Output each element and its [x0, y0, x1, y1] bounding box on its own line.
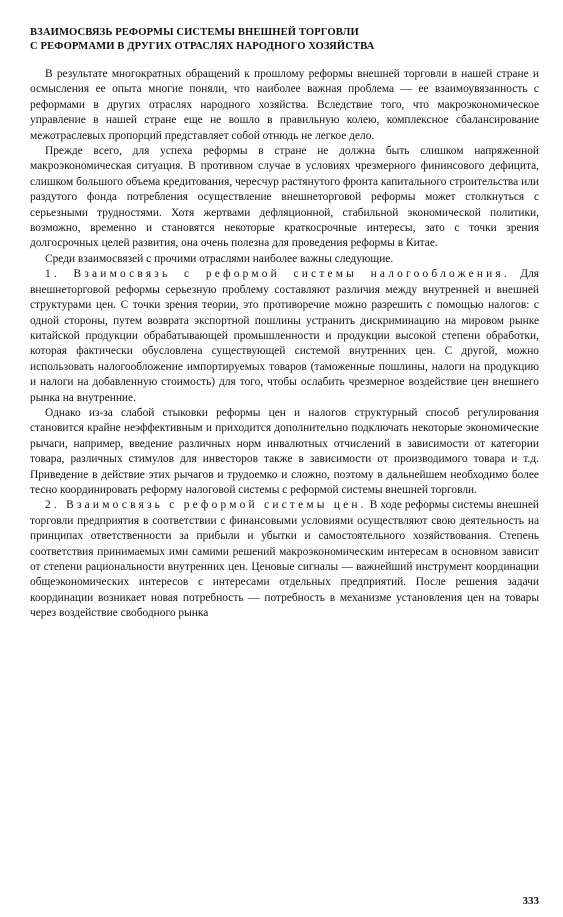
paragraph-1: В результате многократных обращений к прошлому реформы внешней торговли в нашей стране и осмысления ее опыта многие поняли, что наиболее важная проблема — ее взаимоувязанность с реформами в других отраслях народного хозяйства. Вследствие того, что макроэкономическое управление в нашей стране еще не вошло в правильную колею, комплексное сбалансирование межотраслевых пропорций представляет собой отнюдь не легкое дело.	[30, 68, 539, 142]
paragraph-4-text: Для внешнеторговой реформы серьезную проблему составляют различия между внутренней и внешней структурами цен. С точки зрения теории, это противоречие можно разрешить с помощью налогов: с одной стороны, путем возврата экспортной пошлины устранить дискриминацию на мировом рынке китайской продукции обрабатывающей промышленности и продукции высокой степени обработки, которая фактически обусловлена существующей системой внутренних цен. С другой, можно использовать налогообложение импортируемых товаров (таможенные пошлины, налоги на продукцию и налоги на добавленную стоимость) для того, чтобы ослабить чрезмерное воздействие цен внешнего рынка на внутренние.	[30, 268, 539, 404]
paragraph-6-text: В ходе реформы системы внешней торговли предприятия в соответствии с финансовыми условиями осуществляют свою деятельность на принципах ответственности за прибыли и убытки и самостоятельного хозяйствования. Степень соответствия принимаемых ими самими решений макроэкономическим интересам в основном зависит от степени рациональности внутренних цен. Ценовые сигналы — важнейший инструмент координации общеэкономических интересов с интересами отдельных предприятий. После решения задачи координации возникает новая потребность — потребность в механизме установления цен на товары через воздействие свободного рынка	[30, 499, 539, 620]
paragraph-3: Среди взаимосвязей с прочими отраслями наиболее важны следующие.	[45, 252, 394, 265]
paragraph-6	[30, 498, 539, 621]
section-heading	[30, 26, 539, 54]
heading-line-2: С РЕФОРМАМИ В ДРУГИХ ОТРАСЛЯХ НАРОДНОГО ХОЗЯЙСТВА	[30, 41, 375, 52]
paragraph-4	[30, 267, 539, 406]
page-number: 333	[522, 895, 539, 907]
body-text	[30, 67, 539, 622]
paragraph-5: Однако из-за слабой стыковки реформы цен и налогов структурный способ регулирования становится крайне неэффективным и приходится дополнительно подключать некоторые экономические рычаги, например, введение различных норм инвалютных отчислений в зависимости от категории товара, различных стимулов для инвесторов также в зависимости от производимого товара и т.д. Приведение в действие этих рычагов и трудоемко и сложно, поэтому в дальнейшем необходимо более тесно координировать реформу налоговой системы с реформой системы внешней торговли.	[30, 406, 539, 496]
heading-line-1: ВЗАИМОСВЯЗЬ РЕФОРМЫ СИСТЕМЫ ВНЕШНЕЙ ТОРГОВЛИ	[30, 27, 359, 38]
paragraph-4-lead: 1. Взаимосвязь с реформой системы налогообложения.	[45, 268, 510, 281]
paragraph-6-lead: 2. Взаимосвязь с реформой системы цен.	[45, 499, 367, 512]
paragraph-2: Прежде всего, для успеха реформы в стране не должна быть слишком напряженной макроэкономическая ситуация. В противном случае в условиях чрезмерного фининсового дефицита, слишком большого объема кредитования, чересчур растянутого фронта капитального строительства или раздутого фонда потребления осуществление внешнеторговой реформы может столкнуться с серьезными трудностями. Хотя жертвами дефляционной, стабильной экономической политики, возможно, временно и становятся некоторые краткосрочные интересы, зато с точки зрения долгосрочных целей развития, она очень полезна для проведения реформы в Китае.	[30, 145, 539, 250]
